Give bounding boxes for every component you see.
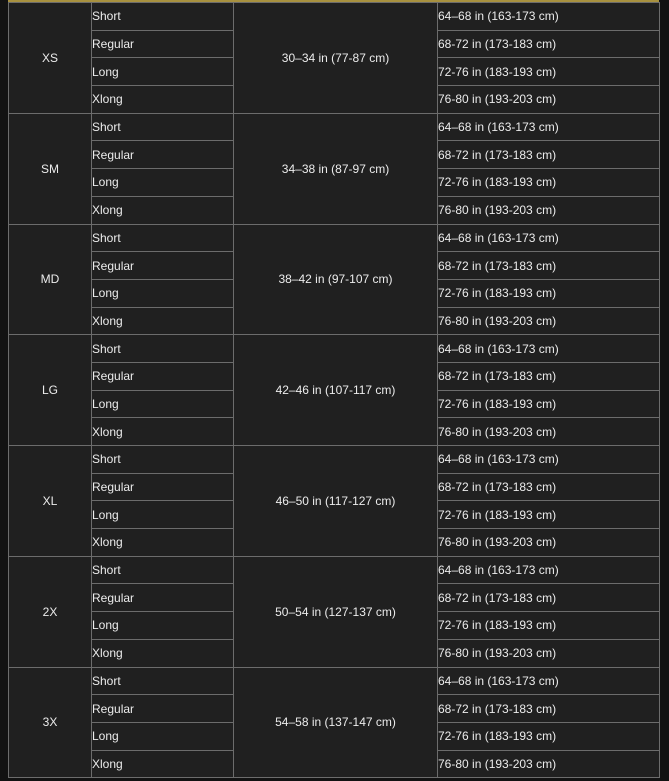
height-range: 64–68 in (163-173 cm) (438, 556, 660, 584)
table-row (9, 113, 660, 141)
size-label: XL (9, 446, 92, 557)
height-range: 76-80 in (193-203 cm) (438, 86, 660, 114)
length-label: Regular (92, 584, 234, 612)
height-range: 72-76 in (183-193 cm) (438, 722, 660, 750)
height-range: 68-72 in (173-183 cm) (438, 584, 660, 612)
height-range: 68-72 in (173-183 cm) (438, 30, 660, 58)
size-label: SM (9, 113, 92, 224)
waist-range: 46–50 in (117-127 cm) (234, 446, 438, 557)
size-label: XS (9, 3, 92, 114)
waist-range: 54–58 in (137-147 cm) (234, 667, 438, 778)
height-range: 64–68 in (163-173 cm) (438, 224, 660, 252)
length-label: Long (92, 501, 234, 529)
length-label: Short (92, 335, 234, 363)
length-label: Short (92, 556, 234, 584)
size-chart-body (9, 3, 660, 778)
length-label: Long (92, 390, 234, 418)
length-label: Xlong (92, 529, 234, 557)
length-label: Regular (92, 362, 234, 390)
height-range: 64–68 in (163-173 cm) (438, 113, 660, 141)
length-label: Xlong (92, 418, 234, 446)
size-chart-table (8, 2, 660, 778)
length-label: Xlong (92, 86, 234, 114)
length-label: Regular (92, 252, 234, 280)
height-range: 68-72 in (173-183 cm) (438, 362, 660, 390)
height-range: 72-76 in (183-193 cm) (438, 390, 660, 418)
height-range: 68-72 in (173-183 cm) (438, 141, 660, 169)
height-range: 72-76 in (183-193 cm) (438, 279, 660, 307)
height-range: 76-80 in (193-203 cm) (438, 307, 660, 335)
table-row (9, 335, 660, 363)
length-label: Xlong (92, 639, 234, 667)
height-range: 68-72 in (173-183 cm) (438, 473, 660, 501)
waist-range: 50–54 in (127-137 cm) (234, 556, 438, 667)
length-label: Regular (92, 30, 234, 58)
table-row (9, 667, 660, 695)
size-label: 3X (9, 667, 92, 778)
length-label: Regular (92, 141, 234, 169)
length-label: Regular (92, 473, 234, 501)
waist-range: 38–42 in (97-107 cm) (234, 224, 438, 335)
length-label: Xlong (92, 307, 234, 335)
height-range: 64–68 in (163-173 cm) (438, 3, 660, 31)
table-row (9, 556, 660, 584)
waist-range: 34–38 in (87-97 cm) (234, 113, 438, 224)
height-range: 76-80 in (193-203 cm) (438, 639, 660, 667)
length-label: Long (92, 279, 234, 307)
size-label: MD (9, 224, 92, 335)
length-label: Short (92, 446, 234, 474)
length-label: Short (92, 113, 234, 141)
height-range: 76-80 in (193-203 cm) (438, 196, 660, 224)
height-range: 68-72 in (173-183 cm) (438, 252, 660, 280)
height-range: 64–68 in (163-173 cm) (438, 446, 660, 474)
length-label: Short (92, 3, 234, 31)
height-range: 72-76 in (183-193 cm) (438, 501, 660, 529)
length-label: Long (92, 58, 234, 86)
height-range: 68-72 in (173-183 cm) (438, 695, 660, 723)
height-range: 72-76 in (183-193 cm) (438, 58, 660, 86)
size-label: 2X (9, 556, 92, 667)
length-label: Regular (92, 695, 234, 723)
length-label: Xlong (92, 750, 234, 778)
table-row (9, 446, 660, 474)
waist-range: 42–46 in (107-117 cm) (234, 335, 438, 446)
table-row (9, 3, 660, 31)
height-range: 72-76 in (183-193 cm) (438, 612, 660, 640)
length-label: Short (92, 667, 234, 695)
size-label: LG (9, 335, 92, 446)
height-range: 76-80 in (193-203 cm) (438, 418, 660, 446)
table-row (9, 224, 660, 252)
height-range: 72-76 in (183-193 cm) (438, 169, 660, 197)
height-range: 64–68 in (163-173 cm) (438, 335, 660, 363)
height-range: 76-80 in (193-203 cm) (438, 529, 660, 557)
length-label: Xlong (92, 196, 234, 224)
waist-range: 30–34 in (77-87 cm) (234, 3, 438, 114)
length-label: Short (92, 224, 234, 252)
length-label: Long (92, 612, 234, 640)
height-range: 64–68 in (163-173 cm) (438, 667, 660, 695)
length-label: Long (92, 722, 234, 750)
length-label: Long (92, 169, 234, 197)
height-range: 76-80 in (193-203 cm) (438, 750, 660, 778)
